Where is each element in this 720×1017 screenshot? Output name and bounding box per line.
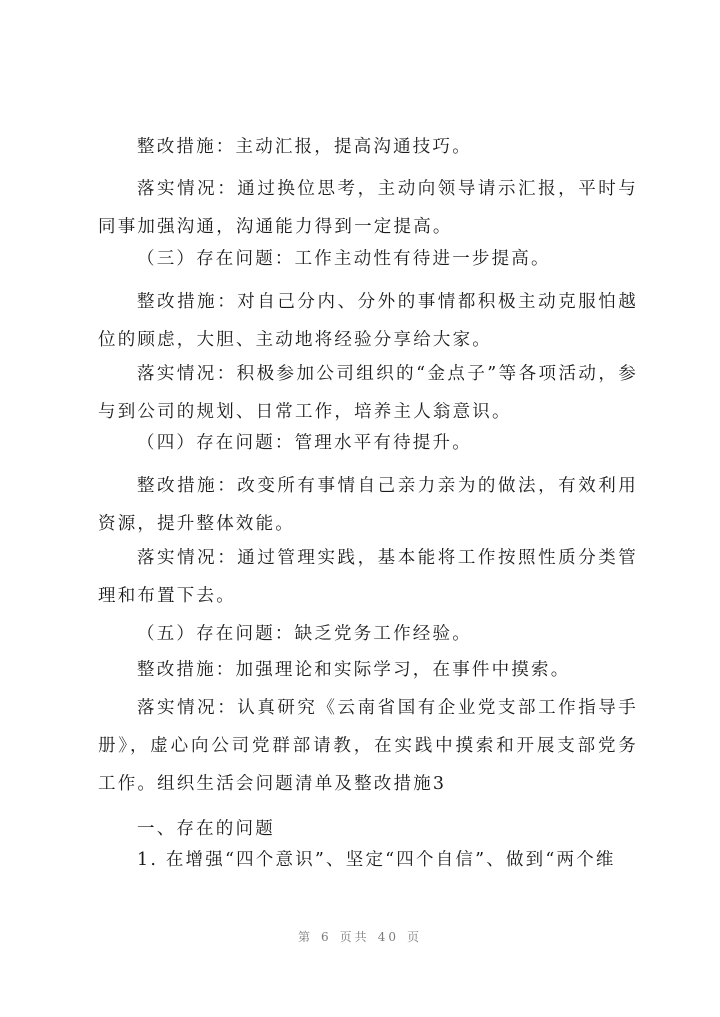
paragraph: 整改措施：改变所有事情自己亲力亲为的做法，有效利用资源，提升整体效能。: [98, 476, 638, 534]
paragraph: 落实情况：通过管理实践，基本能将工作按照性质分类管理和布置下去。: [98, 548, 638, 606]
paragraph: （三）存在问题：工作主动性有待进一步提高。: [137, 249, 551, 269]
paragraph: 整改措施：加强理论和实际学习，在事件中摸索。: [137, 660, 571, 680]
paragraph: 整改措施：主动汇报，提高沟通技巧。: [137, 137, 472, 157]
paragraph: 落实情况：认真研究《云南省国有企业党支部工作指导手册》，虚心向公司党群部请教，在实践中摸索和开展支部党务工作。组织生活会问题清单及整改措施3: [98, 698, 638, 794]
paragraph: 整改措施：对自己分内、分外的事情都积极主动克服怕越位的顾虑，大胆、主动地将经验分享给大家。: [98, 292, 638, 350]
paragraph: 1. 在增强“四个意识”、坚定“四个自信”、做到“两个维: [137, 850, 616, 870]
paragraph: 落实情况：通过换位思考，主动向领导请示汇报，平时与同事加强沟通，沟通能力得到一定提高。: [98, 179, 638, 237]
section-heading: 一、存在的问题: [137, 819, 275, 839]
footer-middle: 页共: [339, 930, 370, 944]
paragraph: （五）存在问题：缺乏党务工作经验。: [137, 624, 472, 644]
paragraph: （四）存在问题：管理水平有待提升。: [137, 433, 472, 453]
footer-total-pages: 40: [377, 930, 399, 944]
paragraph: 落实情况：积极参加公司组织的“金点子”等各项活动，参与到公司的规划、日常工作，培养主人翁意识。: [98, 364, 638, 422]
footer-prefix: 第: [298, 930, 314, 944]
footer-suffix: 页: [406, 930, 422, 944]
footer-page-number: 6: [321, 930, 332, 944]
page-footer: [0, 928, 720, 945]
